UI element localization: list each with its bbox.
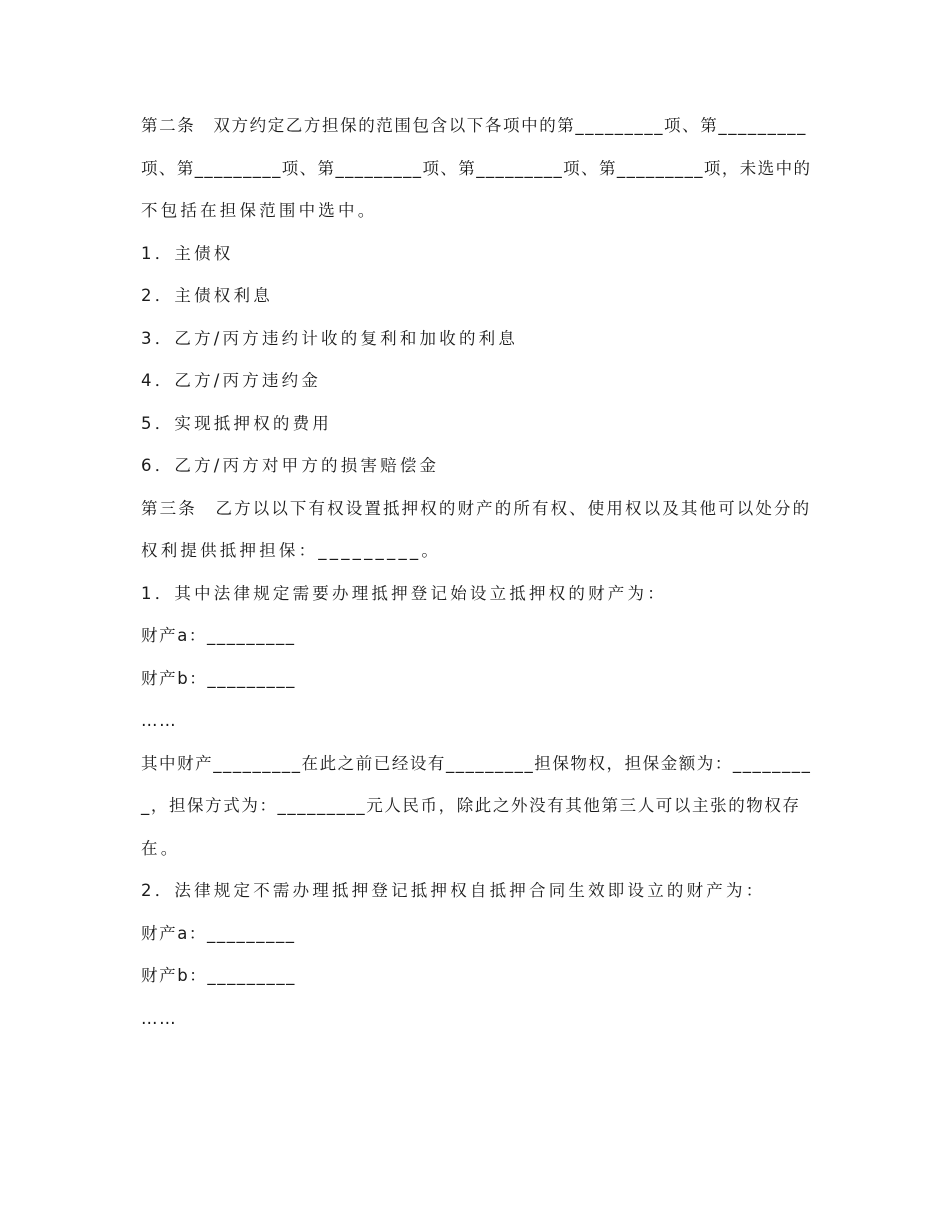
- article-2-line-2: 项、第_________项、第_________项、第_________项、第_________项，未选中的: [141, 158, 812, 178]
- document-page: [141, 105, 811, 1040]
- article-2-line-3: 不包括在担保范围中选中。: [141, 201, 378, 220]
- list-item-2: 2．主债权利息: [141, 286, 273, 305]
- encumbrance-line-2: _，担保方式为：_________元人民币，除此之外没有其他第三人可以主张的物权存: [141, 796, 801, 815]
- property-a-field-2: 财产a：_________: [141, 923, 296, 943]
- list-item-5: 5．实现抵押权的费用: [141, 413, 332, 433]
- list-item-4: 4．乙方/丙方违约金: [141, 371, 322, 390]
- property-a-field: 财产a：_________: [141, 626, 296, 645]
- ellipsis-2: ……: [141, 1008, 178, 1028]
- list-item-3: 3．乙方/丙方违约计收的复利和加收的利息: [141, 328, 519, 348]
- property-b-field: 财产b：_________: [141, 668, 297, 688]
- property-b-field-2: 财产b：_________: [141, 966, 297, 985]
- article-3-line-2: 权利提供抵押担保：_________。: [141, 541, 442, 560]
- list-item-1: 1．主债权: [141, 243, 234, 263]
- article-3-line-1: 第三条 乙方以以下有权设置抵押权的财产的所有权、使用权以及其他可以处分的: [141, 498, 812, 518]
- registered-property-heading: 1．其中法律规定需要办理抵押登记始设立抵押权的财产为：: [141, 583, 667, 603]
- unregistered-property-heading: 2．法律规定不需办理抵押登记抵押权自抵押合同生效即设立的财产为：: [141, 881, 766, 900]
- encumbrance-line-1: 其中财产_________在此之前已经设有_________担保物权，担保金额为：________: [141, 753, 812, 773]
- ellipsis-1: ……: [141, 711, 178, 730]
- list-item-6: 6．乙方/丙方对甲方的损害赔偿金: [141, 456, 440, 475]
- encumbrance-line-3: 在。: [141, 838, 181, 858]
- article-2-line-1: 第二条 双方约定乙方担保的范围包含以下各项中的第_________项、第_________: [141, 116, 807, 135]
